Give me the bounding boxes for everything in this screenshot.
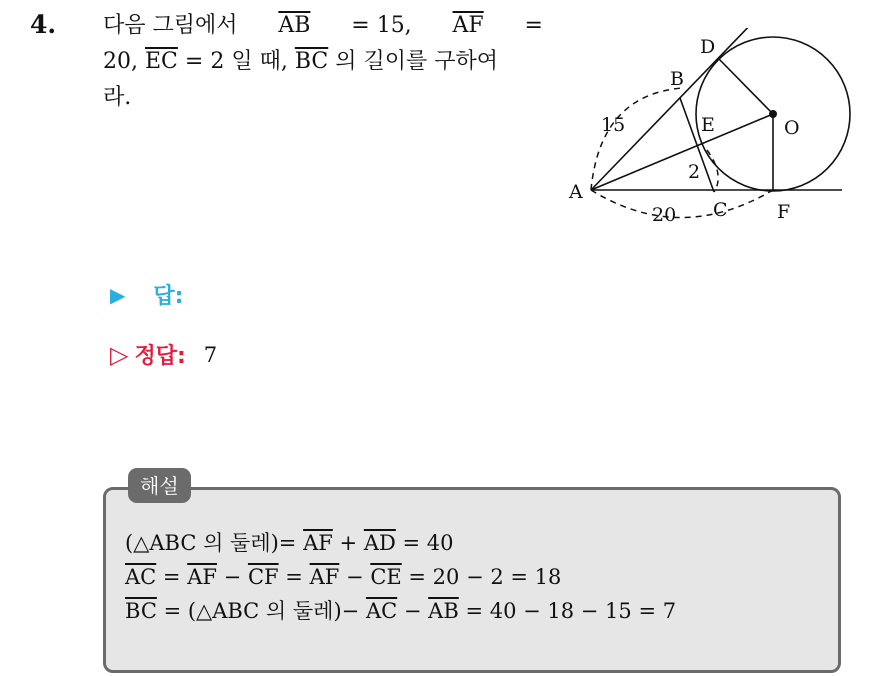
label-c: C	[713, 199, 728, 221]
outline-triangle-icon: ▷	[110, 340, 129, 369]
label-o: O	[784, 117, 800, 139]
question-text	[103, 8, 543, 116]
question-line-1: 다음 그림에서 $\overline{AB}$ = 15, $\overline{AF}$ =	[103, 8, 543, 44]
dashed-arc-af	[591, 190, 773, 218]
label-d: D	[700, 36, 716, 58]
tangent-line-ad	[591, 28, 757, 190]
segment-ab: $\overline{AB}$	[278, 13, 311, 38]
segment-af: $\overline{AF}$	[452, 13, 484, 38]
correct-label: 정답:	[134, 344, 186, 369]
center-point-o	[769, 110, 777, 118]
label-a: A	[569, 181, 583, 203]
segment-bc: $\overline{BC}$	[294, 49, 329, 74]
explanation-line-3: $\overline{BC}$ = (△ABC 의 둘레)− $\overline{AC} - \overline{AB} = 40 - 18 - 15 = 7$	[125, 599, 677, 623]
label-b: B	[670, 68, 684, 90]
length-ec: 2	[688, 161, 701, 183]
answer-row	[110, 279, 183, 310]
radius-od	[719, 59, 773, 114]
correct-value: 7	[203, 342, 218, 367]
explanation-content	[125, 526, 676, 628]
label-f: F	[777, 201, 791, 223]
question-number: 4.	[30, 10, 57, 39]
question-line-2: 20, $\overline{EC} = 2$ 일 때, $\overline{BC}$ 의 길이를 구하여	[103, 49, 499, 74]
answer-label: 답:	[153, 284, 184, 309]
dashed-arc-ab	[591, 88, 682, 190]
segment-ec: $\overline{EC}$	[145, 49, 178, 74]
label-e: E	[701, 114, 715, 136]
filled-triangle-icon: ▶	[110, 282, 126, 307]
question-line-3: 라.	[103, 85, 132, 110]
length-af: 20	[652, 204, 677, 226]
correct-answer-row	[110, 339, 217, 370]
length-ab: 15	[601, 114, 626, 136]
explanation-line-1: (△ABC 의 둘레)= $\overline{AF} + \overline{AD} = 40$	[125, 531, 454, 555]
geometry-figure	[560, 28, 860, 238]
explanation-title: 해설	[128, 468, 191, 503]
explanation-line-2: $\overline{AC} = \overline{AF} - \overline{CF} = \overline{AF} - \overline{CE} = 20 - 2 = 18$	[125, 565, 562, 589]
